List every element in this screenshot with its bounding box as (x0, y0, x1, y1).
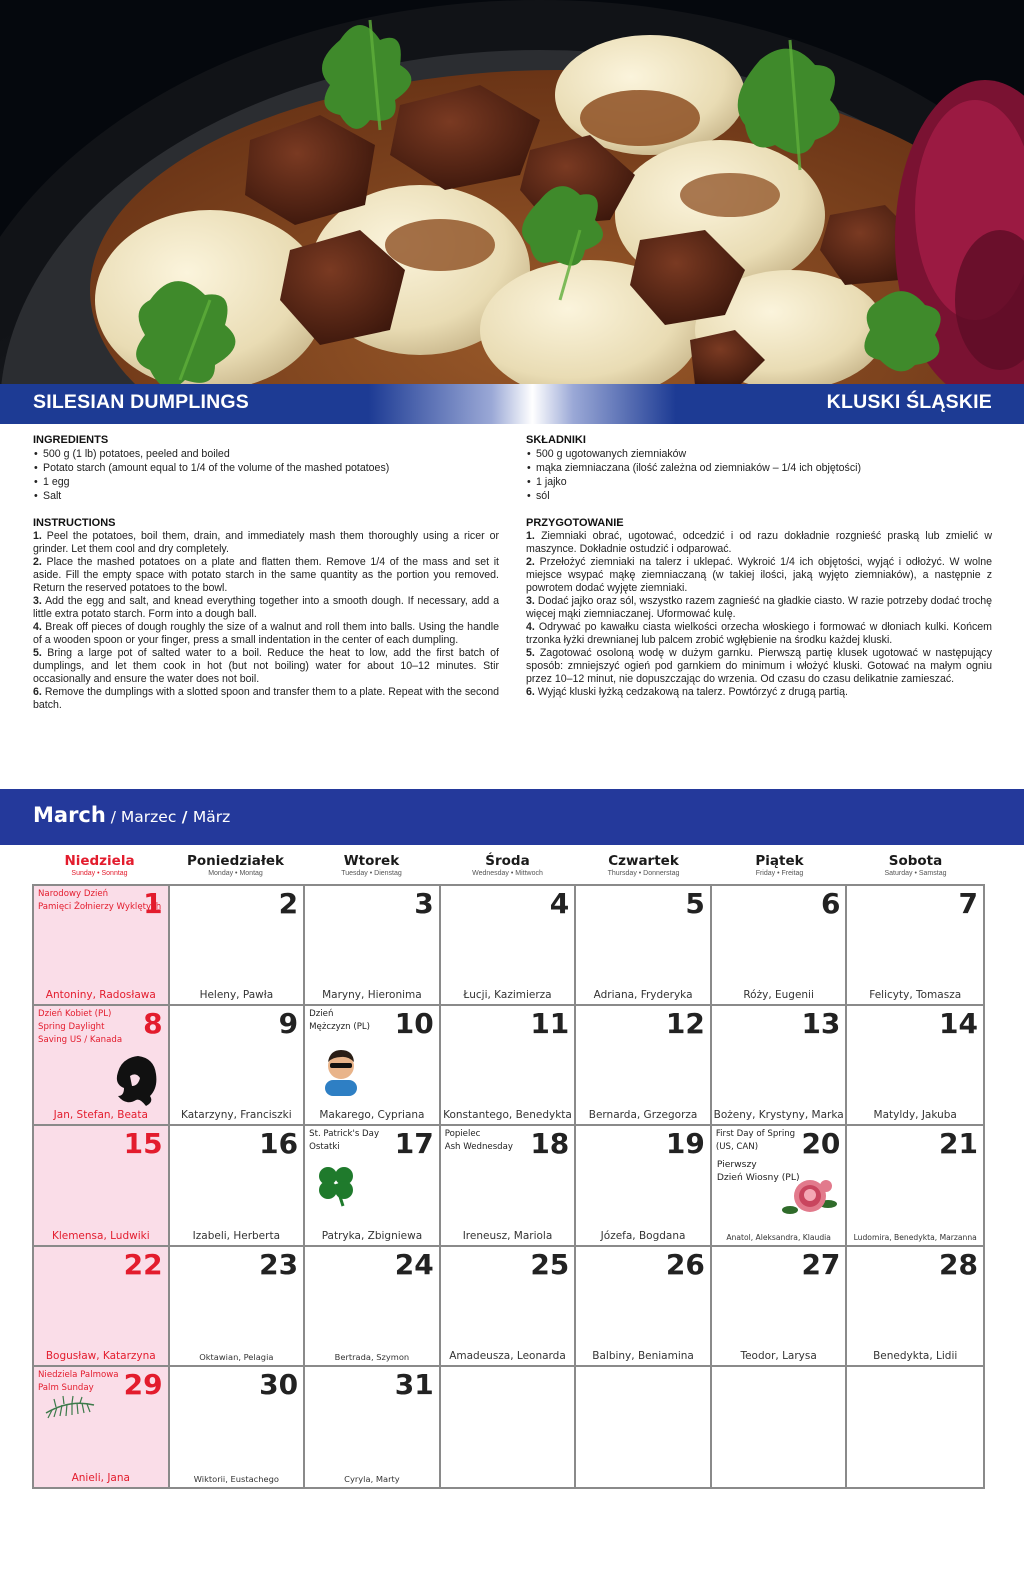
holiday-line: First Day of Spring (715, 1129, 796, 1140)
day-cell-19 (576, 1126, 712, 1246)
day-cell-20 (712, 1126, 848, 1246)
holiday-note (38, 1008, 122, 1047)
day-cell-28 (847, 1247, 983, 1367)
recipe-title-banner (0, 384, 1024, 424)
holiday-line: (US, CAN) (715, 1142, 759, 1153)
instruction-step: 3. Add the egg and salt, and knead everything together into a smooth dough. If necessary, add a little extra potato starch. Form into a dough ball. (33, 595, 499, 620)
day-number: 15 (123, 1127, 163, 1161)
man-avatar-icon (319, 1046, 363, 1096)
day-number: 31 (394, 1367, 434, 1401)
name-day: Ludomira, Benedykta, Marzanna (853, 1232, 977, 1242)
day-cell-10 (305, 1006, 441, 1126)
day-cell-5 (576, 886, 712, 1006)
weekday-name: Niedziela (64, 853, 135, 869)
day-number: 25 (530, 1247, 570, 1281)
holiday-line: Niedziela Palmowa (38, 1369, 119, 1380)
day-number: 22 (123, 1247, 163, 1281)
calendar-grid (32, 884, 985, 1489)
day-cell-29 (34, 1367, 170, 1487)
instruction-step: 3. Dodać jajko oraz sól, wszystko razem zagnieść na gładkie ciasto. W razie potrzeby dodać trochę więcej mąki ziemniaczanej. Uformować kulę. (526, 595, 992, 620)
instruction-step: 5. Zagotować osoloną wodę w dużym garnku. Pierwszą partię klusek ugotować w następujący sposób: zmniejszyć ogień pod garnkiem do minimum i włożyć kluski. Gotować na małym ogniu przez 10–12 minut, nie dopuszczając do wrzenia. Od czasu do czasu delikatnie zamieszać. (526, 647, 993, 685)
day-number: 23 (259, 1247, 299, 1281)
day-cell-24 (305, 1247, 441, 1367)
day-cell-22 (34, 1247, 170, 1367)
day-cell-13 (712, 1006, 848, 1126)
holiday-line: Dzień Wiosny (PL) (716, 1172, 800, 1184)
day-cell-16 (170, 1126, 306, 1246)
month-pl: Marzec (120, 808, 177, 826)
holiday-line: Ash Wednesday (444, 1142, 513, 1153)
day-cell-17 (305, 1126, 441, 1246)
name-day: Bernarda, Grzegorza (588, 1109, 698, 1122)
empty-day-cell (441, 1367, 577, 1487)
day-number: 1 (143, 887, 163, 920)
name-day: Jan, Stefan, Beata (53, 1109, 148, 1122)
day-number: 2 (278, 887, 299, 920)
holiday-line: Palm Sunday (38, 1382, 94, 1393)
day-cell-21 (847, 1126, 983, 1246)
name-day: Konstantego, Benedykta (443, 1109, 572, 1122)
weekday-name: Poniedziałek (187, 853, 284, 869)
weekday-subtitle: Thursday • Donnerstag (607, 870, 680, 877)
instruction-step: 6. Remove the dumplings with a slotted spoon and transfer them to a plate. Repeat with the second batch. (33, 686, 500, 711)
holiday-line: Ostatki (309, 1142, 340, 1153)
month-en: March (33, 803, 106, 827)
day-number: 9 (278, 1007, 299, 1041)
day-cell-9 (170, 1006, 306, 1126)
ingredient-item: • 1 egg (33, 475, 499, 489)
day-number: 29 (123, 1367, 163, 1401)
weekday-label (32, 853, 167, 879)
weekday-subtitle: Monday • Montag (208, 870, 263, 877)
weekday-name: Środa (485, 853, 530, 869)
day-cell-31 (305, 1367, 441, 1487)
holiday-line: Popielec (444, 1129, 481, 1140)
day-number: 10 (394, 1007, 434, 1041)
ingredient-item: • 1 jajko (526, 475, 992, 489)
ingredients-heading: INGREDIENTS (33, 434, 109, 446)
weekday-subtitle: Friday • Freitag (755, 870, 804, 877)
name-day: Teodor, Larysa (740, 1349, 817, 1362)
instruction-step: 1. Ziemniaki obrać, ugotować, odcedzić i od razu dokładnie rozgnieść praską lub zmielić w maszynce. Dokładnie ostudzić i odparować. (526, 530, 992, 555)
ingredients-list (526, 447, 992, 503)
weekday-label (576, 853, 711, 879)
day-number: 7 (958, 887, 978, 920)
weekday-subtitle: Sunday • Sonntag (71, 870, 128, 877)
ingredient-item: • 500 g ugotowanych ziemniaków (526, 447, 992, 461)
day-number: 4 (549, 887, 570, 920)
name-day: Patryka, Zbigniewa (321, 1229, 423, 1242)
day-number: 18 (530, 1127, 570, 1161)
holiday-note (309, 1128, 379, 1154)
name-day: Katarzyny, Franciszki (181, 1109, 292, 1122)
day-number: 11 (530, 1007, 570, 1041)
weekday-label (712, 853, 847, 879)
day-number: 12 (665, 1007, 705, 1041)
name-day: Ireneusz, Mariola (462, 1229, 553, 1242)
weekday-label (304, 853, 439, 879)
holiday-note (716, 1128, 795, 1154)
holiday-note (38, 888, 161, 914)
day-cell-14 (847, 1006, 983, 1126)
name-day: Maryny, Hieronima (322, 989, 422, 1002)
holiday-note (445, 1128, 513, 1154)
holiday-line: Dzień Kobiet (PL) (38, 1009, 112, 1020)
weekday-subtitle: Wednesday • Mittwoch (472, 870, 543, 877)
instruction-step: 6. Wyjąć kluski łyżką cedzakową na talerz. Powtórzyć z drugą partią. (526, 686, 848, 698)
name-day: Heleny, Pawła (199, 989, 274, 1002)
holiday-line: Saving US / Kanada (38, 1035, 123, 1046)
ingredient-item: • mąka ziemniaczana (ilość zależna od ziemniaków – 1/4 ich objętości) (526, 461, 992, 475)
instruction-step: 1. Peel the potatoes, boil them, drain, and immediately mash them thoroughly using a ricer or grinder. Let them cool and dry completely. (33, 530, 499, 555)
day-number: 20 (801, 1127, 841, 1161)
weekday-label (848, 853, 983, 879)
name-day: Oktawian, Pelagia (199, 1351, 274, 1362)
day-number: 5 (685, 887, 705, 920)
instruction-step: 4. Break off pieces of dough roughly the size of a walnut and roll them into balls. Using the handle of a wooden spoon or your finger, press a small indentation in the center of each dumpling. (33, 621, 499, 646)
holiday-line: Pamięci Żołnierzy Wyklętych (38, 902, 162, 912)
name-day: Cyryla, Marty (344, 1473, 400, 1484)
holiday-note (309, 1008, 370, 1034)
instruction-step: 2. Place the mashed potatoes on a plate and flatten them. Remove 1/4 of the mass and set it aside. Fill the empty space with potato starch in the same quantity as the portion you removed. Return the reserved potatoes to the bowl. (33, 556, 499, 594)
holiday-line: Pierwszy (716, 1159, 757, 1171)
name-day: Wiktorii, Eustachego (193, 1473, 279, 1484)
day-cell-30 (170, 1367, 306, 1487)
name-day: Felicyty, Tomasza (869, 989, 962, 1002)
name-day: Józefa, Bogdana (600, 1229, 686, 1242)
shamrock-icon (313, 1162, 359, 1208)
ingredient-item: • Potato starch (amount equal to 1/4 of the volume of the mashed potatoes) (33, 461, 499, 475)
day-number: 14 (939, 1007, 978, 1041)
weekday-label (440, 853, 575, 879)
day-number: 6 (820, 887, 841, 920)
empty-day-cell (712, 1367, 848, 1487)
name-day: Łucji, Kazimierza (463, 989, 552, 1002)
day-cell-1 (34, 886, 170, 1006)
weekday-name: Piątek (755, 853, 804, 869)
day-number: 13 (801, 1007, 841, 1041)
day-cell-26 (576, 1247, 712, 1367)
day-cell-12 (576, 1006, 712, 1126)
holiday-line: Mężczyzn (PL) (309, 1022, 371, 1033)
day-number: 19 (665, 1127, 705, 1161)
recipe-title-en: SILESIAN DUMPLINGS (33, 391, 249, 413)
day-cell-18 (441, 1126, 577, 1246)
empty-day-cell (847, 1367, 983, 1487)
day-cell-2 (170, 886, 306, 1006)
day-number: 21 (939, 1127, 978, 1161)
name-day: Anieli, Jana (71, 1471, 130, 1484)
day-cell-7 (847, 886, 983, 1006)
weekday-subtitle: Tuesday • Dienstag (341, 870, 402, 877)
day-cell-23 (170, 1247, 306, 1367)
name-day: Balbiny, Beniamina (592, 1349, 694, 1362)
day-cell-11 (441, 1006, 577, 1126)
name-day: Anatol, Aleksandra, Klaudia (726, 1232, 831, 1242)
day-number: 24 (394, 1247, 434, 1281)
name-day: Bogusław, Katarzyna (45, 1349, 156, 1362)
day-cell-25 (441, 1247, 577, 1367)
weekday-name: Czwartek (608, 853, 679, 869)
name-day: Klemensa, Ludwiki (51, 1229, 150, 1242)
name-day: Antoniny, Radosława (45, 989, 156, 1002)
recipe-column-en (33, 433, 499, 712)
holiday-line: Spring Daylight (38, 1022, 105, 1033)
day-number: 26 (665, 1247, 705, 1281)
month-de: März (192, 808, 231, 826)
ingredient-item: • 500 g (1 lb) potatoes, peeled and boiled (33, 447, 499, 461)
holiday-note (38, 1369, 119, 1395)
day-number: 3 (414, 887, 434, 920)
instruction-step: 5. Bring a large pot of salted water to a boil. Reduce the heat to low, add the first batch of dumplings, and let them cook in hot (but not boiling) water for about 10–12 minutes. Stir occasionally and ensure the water does not boil. (33, 647, 499, 685)
flower-icon (782, 1174, 838, 1218)
woman-silhouette-icon (110, 1052, 160, 1108)
instruction-step: 2. Przełożyć ziemniaki na talerz i uklepać. Wykroić 1/4 ich objętości, wyjąć i odłożyć. W wolne miejsce wsypać mąkę ziemniaczaną (w takiej ilości, jaką wyjęto ziemniaków), a następnie z powrotem dodać wyjęte ziemniaki. (526, 556, 992, 594)
day-cell-15 (34, 1126, 170, 1246)
name-day: Matyldy, Jakuba (873, 1109, 957, 1122)
day-number: 27 (801, 1247, 841, 1281)
instructions-list (33, 530, 499, 712)
instructions-list (526, 530, 992, 699)
holiday-line: Narodowy Dzień (38, 889, 109, 899)
weekday-subtitle: Saturday • Samstag (884, 870, 947, 877)
day-number: 17 (394, 1127, 434, 1161)
instructions-heading: INSTRUCTIONS (33, 517, 116, 529)
name-day: Izabeli, Herberta (192, 1229, 281, 1242)
name-day: Amadeusza, Leonarda (449, 1349, 566, 1362)
empty-day-cell (576, 1367, 712, 1487)
recipe-column-pl (526, 433, 992, 699)
day-cell-8 (34, 1006, 170, 1126)
day-cell-4 (441, 886, 577, 1006)
day-number: 8 (143, 1007, 163, 1041)
holiday-line: St. Patrick's Day (309, 1129, 380, 1140)
ingredient-item: • Salt (33, 489, 499, 503)
name-day: Róży, Eugenii (743, 989, 814, 1002)
month-title: March / Marzec / März (33, 803, 231, 827)
day-number: 28 (939, 1247, 978, 1281)
name-day: Bertrada, Szymon (334, 1351, 410, 1362)
palm-leaf-icon (44, 1395, 96, 1421)
name-day: Bożeny, Krystyny, Marka (713, 1109, 844, 1122)
day-cell-27 (712, 1247, 848, 1367)
day-number: 30 (259, 1367, 299, 1401)
instructions-heading: PRZYGOTOWANIE (526, 517, 624, 529)
weekday-label (168, 853, 303, 879)
day-number: 16 (259, 1127, 299, 1161)
weekday-name: Sobota (888, 853, 943, 869)
weekday-name: Wtorek (343, 853, 400, 869)
calendar-month-header (0, 789, 1024, 845)
instruction-step: 4. Odrywać po kawałku ciasta wielkości orzecha włoskiego i formować w dłoniach kulki. Końcem trzonka łyżki drewnianej lub palcem zrobić wgłębienie na środku każdej kluski. (526, 621, 992, 646)
holiday-line: Dzień (309, 1009, 334, 1020)
recipe-title-pl: KLUSKI ŚLĄSKIE (826, 391, 992, 413)
ingredients-heading: SKŁADNIKI (526, 434, 586, 446)
name-day: Benedykta, Lidii (873, 1349, 958, 1362)
day-cell-3 (305, 886, 441, 1006)
ingredients-list (33, 447, 499, 503)
ingredient-item: • sól (526, 489, 992, 503)
name-day: Makarego, Cypriana (319, 1109, 425, 1122)
dish-photo (0, 0, 1024, 384)
day-cell-6 (712, 886, 848, 1006)
name-day: Adriana, Fryderyka (593, 989, 693, 1002)
